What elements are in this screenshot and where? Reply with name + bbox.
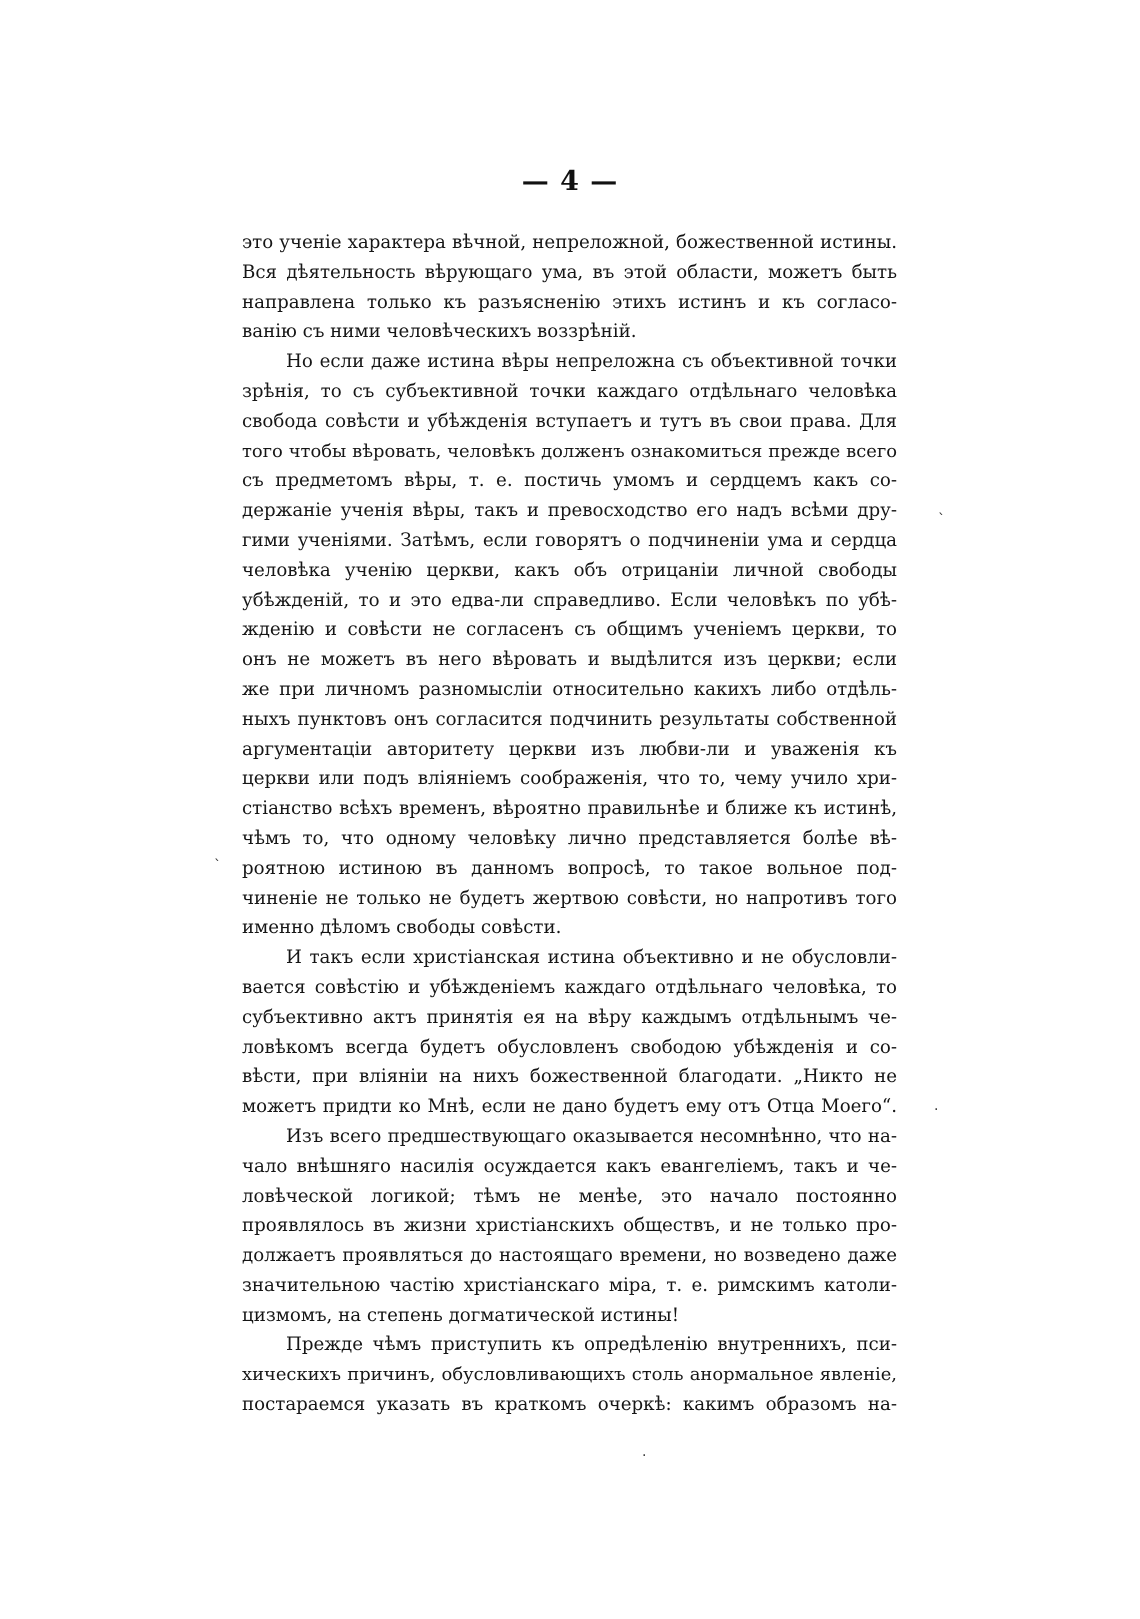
text-line: Вся дѣятельность вѣрующаго ума, въ этой области, можетъ быть	[242, 261, 897, 283]
text-line: Изъ всего предшествующаго оказывается несомнѣнно, что на-	[286, 1125, 897, 1147]
text-line: чало внѣшняго насилія осуждается какъ евангеліемъ, такъ и че-	[242, 1155, 897, 1177]
margin-speck: ˋ	[938, 512, 945, 528]
text-line: хическихъ причинъ, обусловливающихъ столь анормальное явленіе,	[242, 1364, 897, 1386]
text-line: съ предметомъ вѣры, т. е. постичь умомъ и сердцемъ какъ со-	[242, 470, 897, 492]
text-line: постараемся указать въ краткомъ очеркѣ: какимъ образомъ на-	[242, 1394, 897, 1416]
page-number: — 4 —	[521, 166, 619, 197]
text-line: свобода совѣсти и убѣжденія вступаетъ и тутъ въ свои права. Для	[242, 410, 897, 432]
text-line: вѣсти, при вліяніи на нихъ божественной благодати. „Никто не	[242, 1066, 897, 1088]
text-line: Прежде чѣмъ приступить къ опредѣленію внутреннихъ, пси-	[286, 1334, 897, 1356]
text-line: убѣжденій, то и это едва-ли справедливо. Если человѣкъ по убѣ-	[242, 589, 897, 611]
text-line: Но если даже истина вѣры непреложна съ объективной точки	[286, 351, 897, 373]
text-line: должаетъ проявляться до настоящаго времени, но возведено даже	[242, 1245, 897, 1267]
text-line: же при личномъ разномысліи относительно какихъ либо отдѣль-	[242, 678, 897, 700]
text-line: аргументаціи авторитету церкви изъ любви-ли и уваженія къ	[242, 738, 897, 760]
text-line: церкви или подъ вліяніемъ соображенія, что то, чему учило хри-	[242, 768, 897, 790]
text-line: жденію и совѣсти не согласенъ съ общимъ ученіемъ церкви, то	[242, 619, 897, 641]
text-line: это ученіе характера вѣчной, непреложной, божественной истины.	[242, 232, 897, 253]
text-line: держаніе ученія вѣры, такъ и превосходство его надъ всѣми дру-	[242, 500, 897, 522]
text-line: цизмомъ, на степень догматической истины!	[242, 1304, 680, 1326]
text-line: ныхъ пунктовъ онъ согласится подчинить результаты собственной	[242, 708, 897, 730]
margin-speck: ˋ	[214, 858, 221, 874]
text-line: ловѣческой логикой; тѣмъ не менѣе, это начало постоянно	[242, 1185, 897, 1207]
text-line: зрѣнія, то съ субъективной точки каждаго отдѣльнаго человѣка	[242, 380, 897, 402]
margin-speck: ·	[642, 1448, 647, 1464]
text-line: субъективно актъ принятія ея на вѣру каждымъ отдѣльнымъ че-	[242, 1006, 897, 1028]
body-text	[242, 228, 897, 1420]
text-line: можетъ придти ко Мнѣ, если не дано будетъ ему отъ Отца Моего“.	[242, 1096, 897, 1118]
text-line: стіанство всѣхъ временъ, вѣроятно правильнѣе и ближе къ истинѣ,	[242, 798, 897, 820]
text-line: вается совѣстію и убѣжденіемъ каждаго отдѣльнаго человѣка, то	[242, 976, 897, 998]
text-line: ловѣкомъ всегда будетъ обусловленъ свободою убѣжденія и со-	[242, 1036, 897, 1058]
text-line: ванію съ ними человѣческихъ воззрѣній.	[242, 321, 637, 343]
text-line: именно дѣломъ свободы совѣсти.	[242, 917, 562, 939]
text-line: того чтобы вѣровать, человѣкъ долженъ ознакомиться прежде всего	[242, 440, 897, 462]
text-line: проявлялось въ жизни христіанскихъ обществъ, и не только про-	[242, 1215, 897, 1237]
text-line: гими ученіями. Затѣмъ, если говорятъ о подчиненіи ума и сердца	[242, 529, 897, 551]
text-line: направлена только къ разъясненію этихъ истинъ и къ согласо-	[242, 291, 897, 313]
text-line: человѣка ученію церкви, какъ объ отрицаніи личной свободы	[242, 559, 897, 581]
text-line: чѣмъ то, что одному человѣку лично представляется болѣе вѣ-	[242, 827, 897, 849]
margin-speck: ·	[934, 1102, 939, 1118]
text-line: онъ не можетъ въ него вѣровать и выдѣлится изъ церкви; если	[242, 649, 897, 671]
text-line: роятною истиною въ данномъ вопросѣ, то такое вольное под-	[242, 857, 897, 879]
text-line: значительною частію христіанскаго міра, т. е. римскимъ католи-	[242, 1274, 897, 1296]
text-line: И такъ если христіанская истина объективно и не обусловли-	[286, 947, 897, 969]
text-line: чиненіе не только не будетъ жертвою совѣсти, но напротивъ того	[242, 887, 897, 909]
